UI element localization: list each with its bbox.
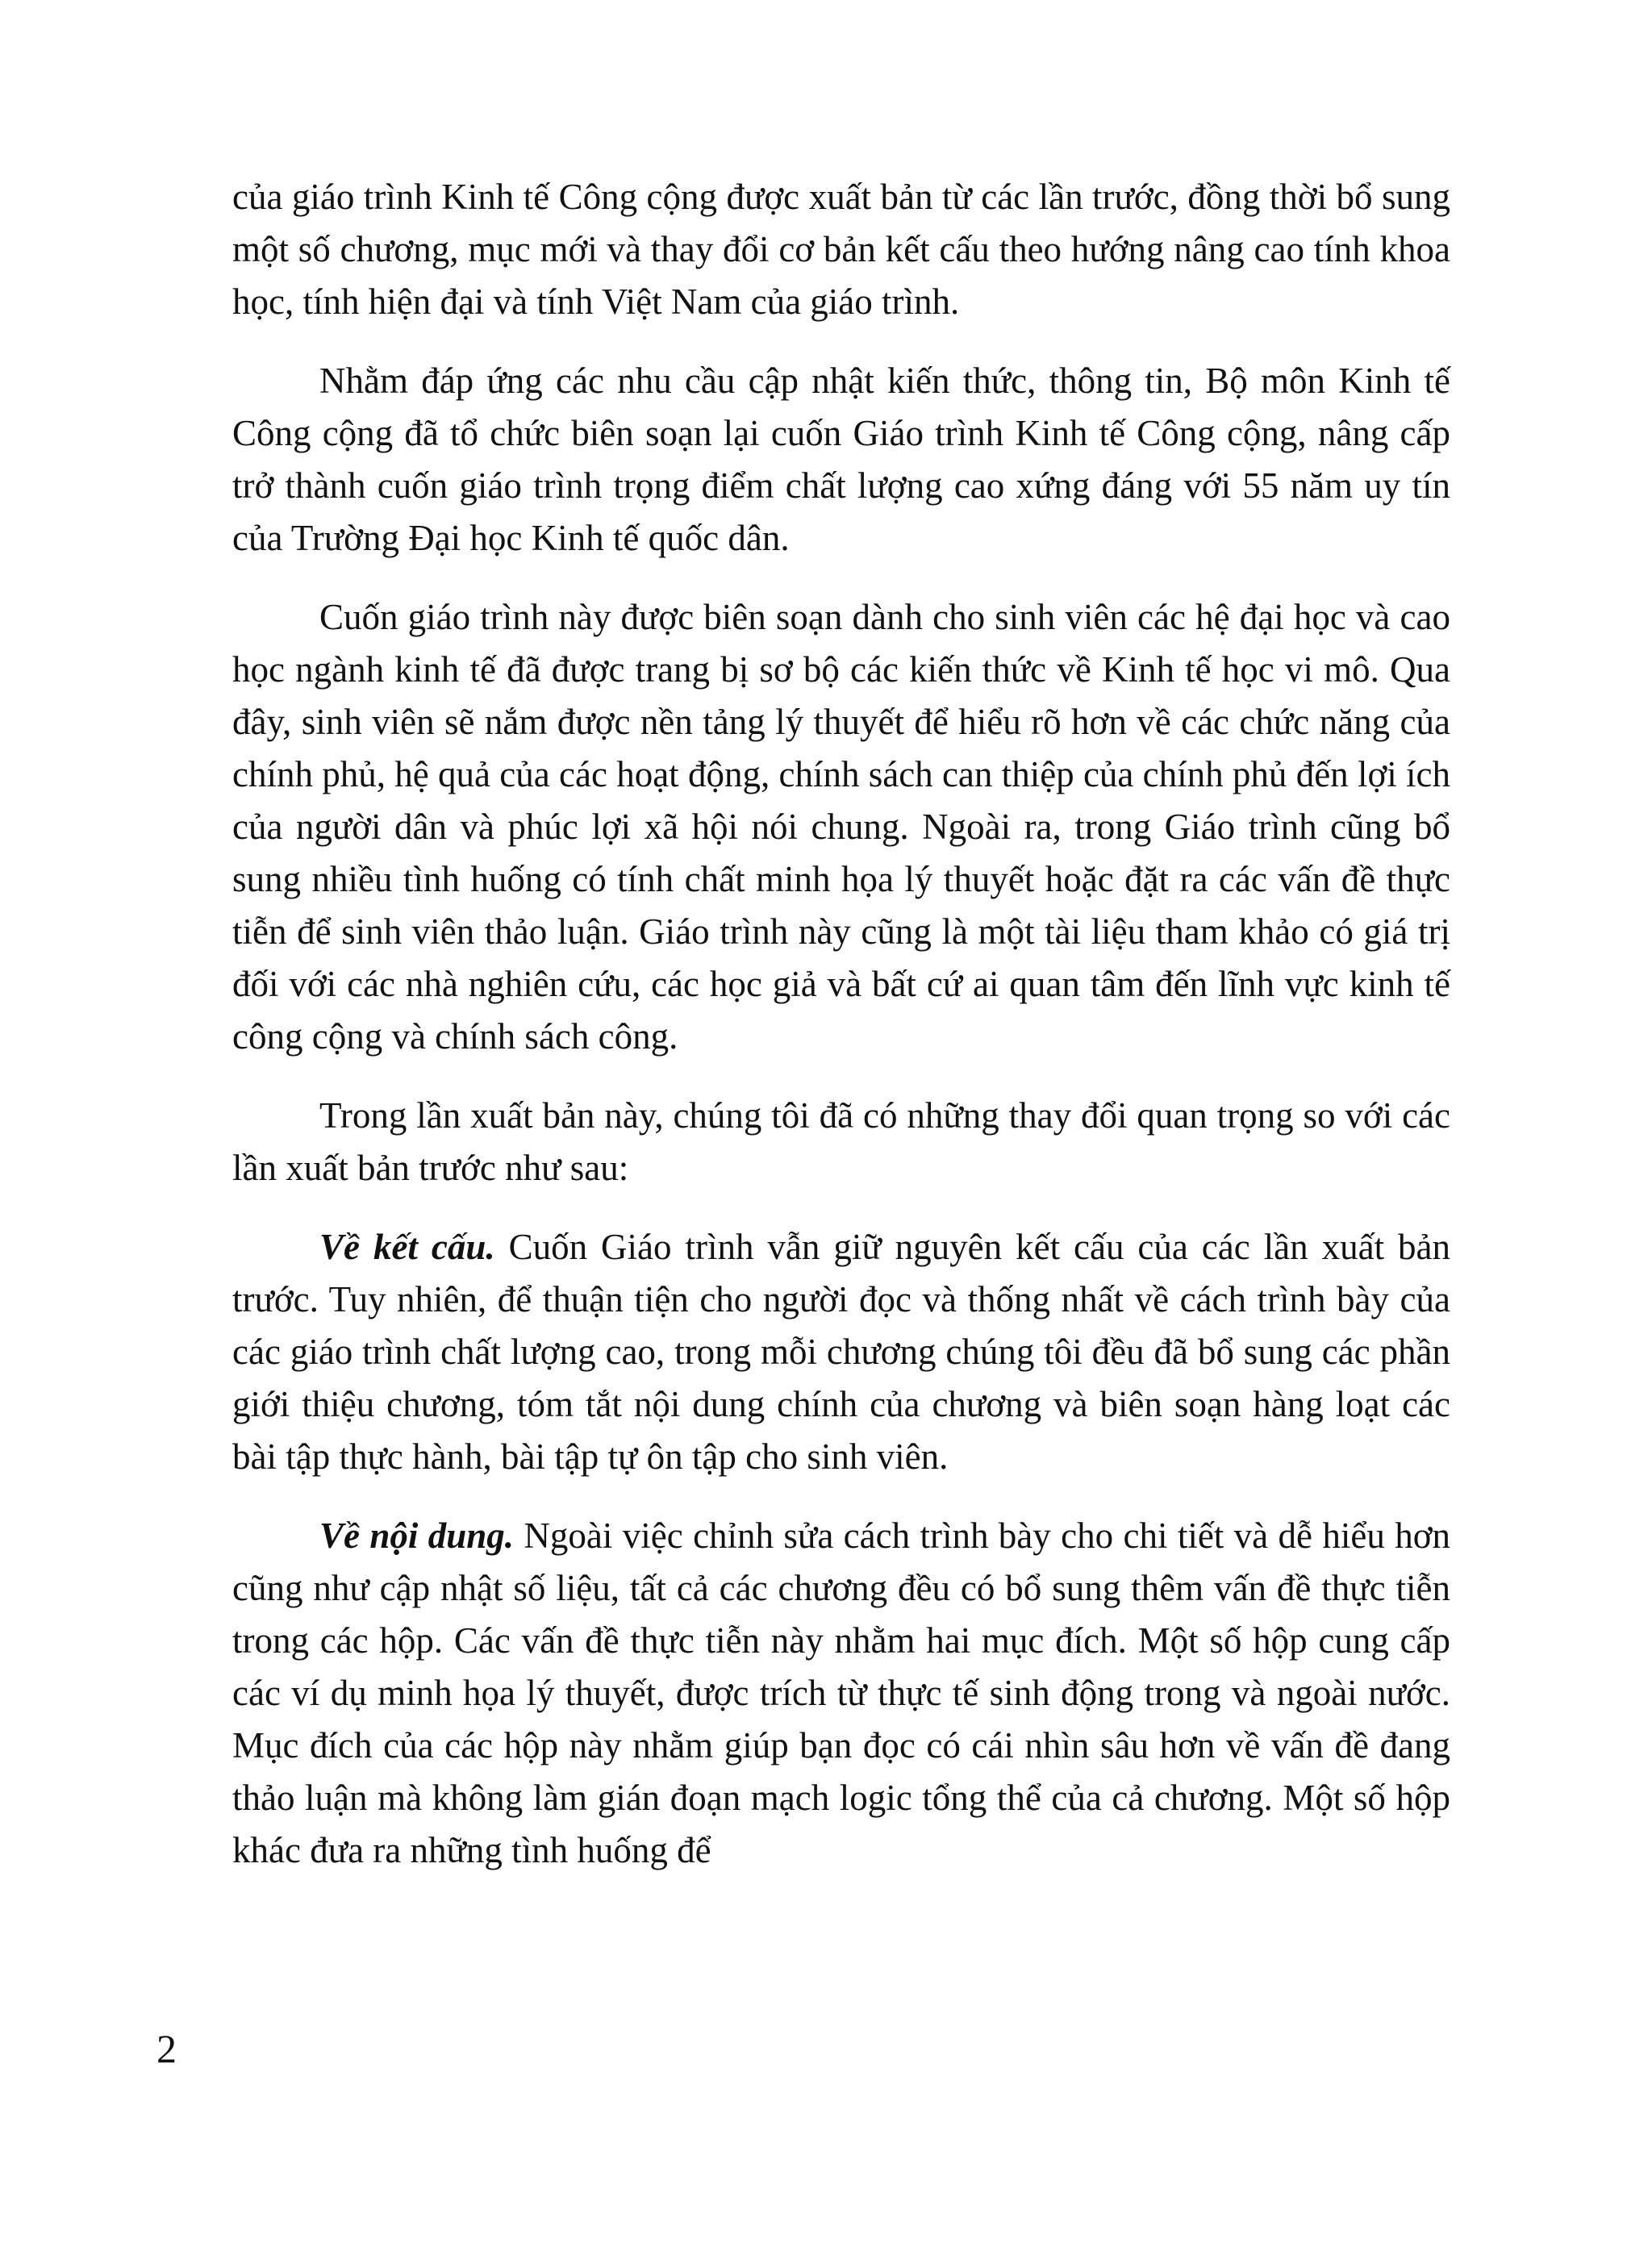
- paragraph-changes-intro: [232, 1090, 1450, 1194]
- paragraph-update-needs: [232, 355, 1450, 565]
- paragraph-text: Cuốn Giáo trình vẫn giữ nguyên kết cấu của các lần xuất bản trước. Tuy nhiên, để thuận tiện cho người đọc và thống nhất về cách trình bày của các giáo trình chất lượng cao, trong mỗi chương chúng tôi đều đã bổ sung các phần giới thiệu chương, tóm tắt nội dung chính của chương và biên soạn hàng loạt các bài tập thực hành, bài tập tự ôn tập cho sinh viên.: [232, 1227, 1451, 1477]
- paragraph-text: của giáo trình Kinh tế Công cộng được xuất bản từ các lần trước, đồng thời bổ sung một số chương, mục mới và thay đổi cơ bản kết cấu theo hướng nâng cao tính khoa học, tính hiện đại và tính Việt Nam của giáo trình.: [232, 177, 1450, 322]
- body-text: [232, 171, 1450, 1877]
- paragraph-text: Cuốn giáo trình này được biên soạn dành cho sinh viên các hệ đại học và cao học ngành kinh tế đã được trang bị sơ bộ các kiến thức về Kinh tế học vi mô. Qua đây, sinh viên sẽ nắm được nền tảng lý thuyết để hiểu rõ hơn về các chức năng của chính phủ, hệ quả của các hoạt động, chính sách can thiệp của chính phủ đến lợi ích của người dân và phúc lợi xã hội nói chung. Ngoài ra, trong Giáo trình cũng bổ sung nhiều tình huống có tính chất minh họa lý thuyết hoặc đặt ra các vấn đề thực tiễn để sinh viên thảo luận. Giáo trình này cũng là một tài liệu tham khảo có giá trị đối với các nhà nghiên cứu, các học giả và bất cứ ai quan tâm đến lĩnh vực kinh tế công cộng và chính sách công.: [232, 597, 1450, 1057]
- paragraph-text: Trong lần xuất bản này, chúng tôi đã có những thay đổi quan trọng so với các lần xuất bản trước như sau:: [232, 1095, 1450, 1188]
- paragraph-audience: [232, 591, 1450, 1063]
- paragraph-text: Ngoài việc chỉnh sửa cách trình bày cho chi tiết và dễ hiểu hơn cũng như cập nhật số liệu, tất cả các chương đều có bổ sung thêm vấn đề thực tiễn trong các hộp. Các vấn đề thực tiễn này nhằm hai mục đích. Một số hộp cung cấp các ví dụ minh họa lý thuyết, được trích từ thực tế sinh động trong và ngoài nước. Mục đích của các hộp này nhằm giúp bạn đọc có cái nhìn sâu hơn về vấn đề đang thảo luận mà không làm gián đoạn mạch logic tổng thể của cả chương. Một số hộp khác đưa ra những tình huống để: [232, 1515, 1450, 1870]
- paragraph-text: Nhằm đáp ứng các nhu cầu cập nhật kiến thức, thông tin, Bộ môn Kinh tế Công cộng đã tổ chức biên soạn lại cuốn Giáo trình Kinh tế Công cộng, nâng cấp trở thành cuốn giáo trình trọng điểm chất lượng cao xứng đáng với 55 năm uy tín của Trường Đại học Kinh tế quốc dân.: [232, 361, 1450, 558]
- paragraph-structure: [232, 1221, 1450, 1483]
- paragraph-content: [232, 1510, 1450, 1877]
- page-number: 2: [156, 2026, 177, 2071]
- paragraph-lead-structure: Về kết cấu.: [319, 1227, 495, 1267]
- paragraph-lead-content: Về nội dung.: [319, 1515, 515, 1556]
- paragraph-continuation: [232, 171, 1450, 328]
